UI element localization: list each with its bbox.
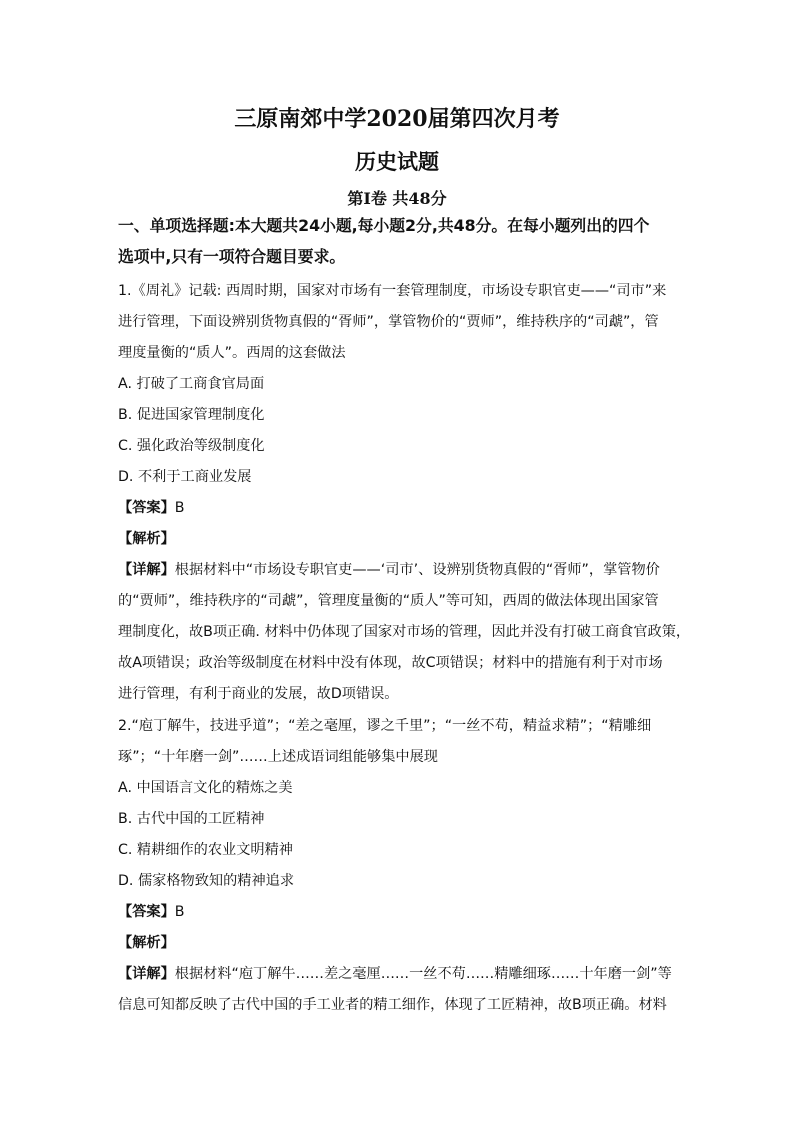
q1-stem-line-3: 理度量衡的“质人”。西周的这套做法 xyxy=(118,345,346,361)
q1-analysis-label-text: 【解析】 xyxy=(118,531,175,547)
q1-option-b: B. 促进国家管理制度化 xyxy=(118,407,265,423)
q2-detail-line-1 xyxy=(118,964,672,984)
q2-option-a: A. 中国语言文化的精炼之美 xyxy=(118,780,293,796)
q2-answer xyxy=(118,902,185,922)
q2-stem-line-2: 琢”；“十年磨一剑”……上述成语词组能够集中展现 xyxy=(118,749,438,765)
q2-detail-label: 【详解】 xyxy=(118,966,175,982)
volume-title: 第Ⅰ卷 共48分 xyxy=(347,189,447,208)
q1-detail-line-5: 进行管理，有利于商业的发展，故D项错误。 xyxy=(118,686,399,702)
school-title: 三原南郊中学2020届第四次月考 xyxy=(234,106,560,132)
q1-answer xyxy=(118,498,185,518)
q2-answer-value: B xyxy=(174,904,185,920)
section-heading-line-1: 一、单项选择题:本大题共24小题,每小题2分,共48分。在每小题列出的四个 xyxy=(118,216,650,235)
q1-analysis-label xyxy=(118,529,175,549)
q1-option-c: C. 强化政治等级制度化 xyxy=(118,438,265,454)
subject-title: 历史试题 xyxy=(355,149,439,174)
q1-option-a: A. 打破了工商食官局面 xyxy=(118,376,265,392)
q1-stem-line-2: 进行管理，下面设辨别货物真假的“胥师”，掌管物价的“贾师”，维持秩序的“司虣”，管 xyxy=(118,314,659,330)
q2-detail-text-1: 根据材料“庖丁解牛……差之毫厘……一丝不苟……精雕细琢……十年磨一剑”等 xyxy=(174,966,672,982)
q2-option-c: C. 精耕细作的农业文明精神 xyxy=(118,842,293,858)
q2-detail-line-2: 信息可知都反映了古代中国的手工业者的精工细作，体现了工匠精神，故B项正确。材料 xyxy=(118,997,667,1013)
q1-answer-value: B xyxy=(174,500,185,516)
section-heading-line-2: 选项中,只有一项符合题目要求。 xyxy=(118,247,346,266)
q2-stem-line-1: 2.“庖丁解牛，技进乎道”；“差之毫厘，谬之千里”；“一丝不苟，精益求精”；“精雕细 xyxy=(118,718,652,734)
q2-option-b: B. 古代中国的工匠精神 xyxy=(118,811,265,827)
q1-detail-line-3: 理制度化，故B项正确. 材料中仍体现了国家对市场的管理，因此并没有打破工商食官政策， xyxy=(118,624,691,640)
q1-detail-line-4: 故A项错误；政治等级制度在材料中没有体现，故C项错误；材料中的措施有利于对市场 xyxy=(118,655,663,671)
q2-option-d: D. 儒家格物致知的精神追求 xyxy=(118,873,295,889)
q2-analysis-label-text: 【解析】 xyxy=(118,935,175,951)
q1-stem-line-1: 1.《周礼》记载: 西周时期，国家对市场有一套管理制度，市场设专职官吏——“司市”来 xyxy=(118,283,667,299)
q2-answer-label: 【答案】 xyxy=(118,904,175,920)
q1-answer-label: 【答案】 xyxy=(118,500,175,516)
q1-detail-label: 【详解】 xyxy=(118,562,175,578)
q2-analysis-label xyxy=(118,933,175,953)
q1-detail-text-1: 根据材料中“市场设专职官吏——‘司市’、设辨别货物真假的“胥师”，掌管物价 xyxy=(174,562,660,578)
q1-detail-line-1 xyxy=(118,560,660,580)
q1-option-d: D. 不利于工商业发展 xyxy=(118,469,252,485)
q1-detail-line-2: 的“贾师”，维持秩序的“司虣”，管理度量衡的“质人”等可知，西周的做法体现出国家管 xyxy=(118,593,659,609)
